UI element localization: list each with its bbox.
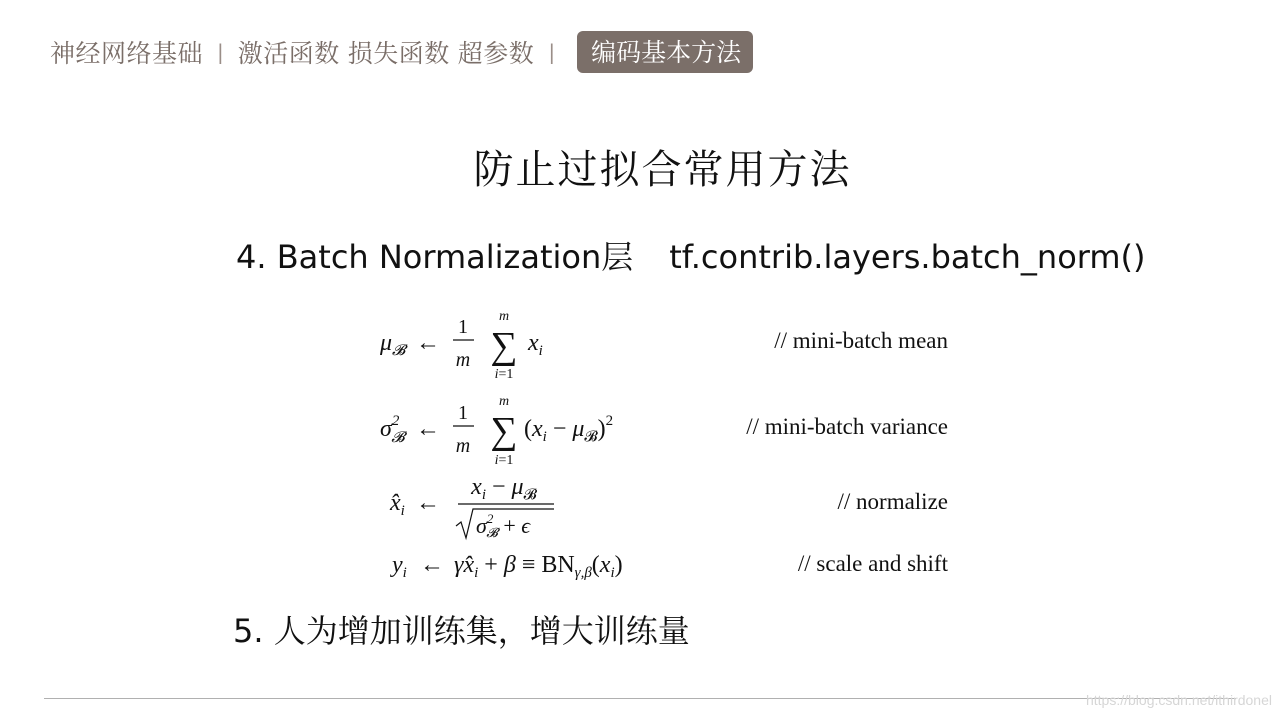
comment-normalize: // normalize [837,489,948,514]
svg-text:γx̂i + β ≡ BNγ,β(xi): $\gamma x̂_i + \beta \equiv BN_{\gamma,\beta}(x_i)$ [454,552,623,581]
svg-text:m: m [498,394,510,409]
svg-text:m: m [498,309,510,324]
slide-title: 防止过拟合常用方法 [473,147,852,193]
formula-mean [379,309,543,382]
batch-norm-formulas [370,300,960,585]
svg-text:σ2𝓑 + ϵ: $\sigma^2$ 𝓑 + ϵ [476,511,531,540]
svg-text:σ2𝓑: $\sigma^2$ 𝓑 [380,413,405,446]
svg-text:∑: ∑ [490,325,518,367]
nav-separator: | [217,40,224,64]
watermark: https://blog.csdn.net/ithirdonel [1085,692,1272,708]
batch-norm-label: 4. Batch Normalization层 [236,238,634,276]
formula-variance [380,394,613,468]
top-navigation [50,31,753,73]
svg-text:m: m [455,349,471,371]
svg-text:(xi − μ𝓑)2: $(x_i - \mu_𝓑)^2$ [524,413,614,445]
comment-mini-batch-variance: // mini-batch variance [746,414,948,439]
nav-separator: | [548,40,556,64]
batch-norm-api: tf.contrib.layers.batch_norm() [669,238,1146,276]
svg-text:∑: ∑ [490,410,518,452]
nav-coding-methods-active[interactable]: 编码基本方法 [577,31,753,73]
formula-scale-shift [390,552,623,581]
nav-loss-functions[interactable]: 损失函数 [347,39,450,68]
comment-scale-and-shift: // scale and shift [797,551,948,576]
footer-divider [44,698,1236,699]
comment-mini-batch-mean: // mini-batch mean [774,328,948,353]
svg-text:i=1: i=1 [494,367,514,382]
nav-hyperparameters[interactable]: 超参数 [457,39,535,68]
list-item-augment-training-set: 5. 人为增加训练集，增大训练量 [233,612,690,650]
svg-text:m: m [455,435,471,457]
svg-text:xi − μ𝓑: $x_i - \mu_𝓑$ [471,474,537,503]
svg-text:x̂i: $x̂_i$ [390,490,405,519]
svg-text:i=1: i=1 [494,453,514,468]
svg-text:1: 1 [458,402,468,424]
svg-text:←: ← [416,330,440,356]
svg-text:xi: $x_i$ [528,330,543,359]
svg-text:μ𝓑: $\mu_𝓑$ [380,330,406,359]
nav-neural-network-basics[interactable]: 神经网络基础 [50,39,204,68]
nav-activation-functions[interactable]: 激活函数 [237,39,340,68]
svg-text:←: ← [416,490,440,516]
svg-text:1: 1 [458,316,468,338]
svg-text:yi: $y_i$ [392,552,407,581]
svg-text:←: ← [416,416,440,442]
svg-text:←: ← [420,552,444,578]
formula-normalize [389,474,554,540]
list-item-batch-normalization [236,232,1146,278]
